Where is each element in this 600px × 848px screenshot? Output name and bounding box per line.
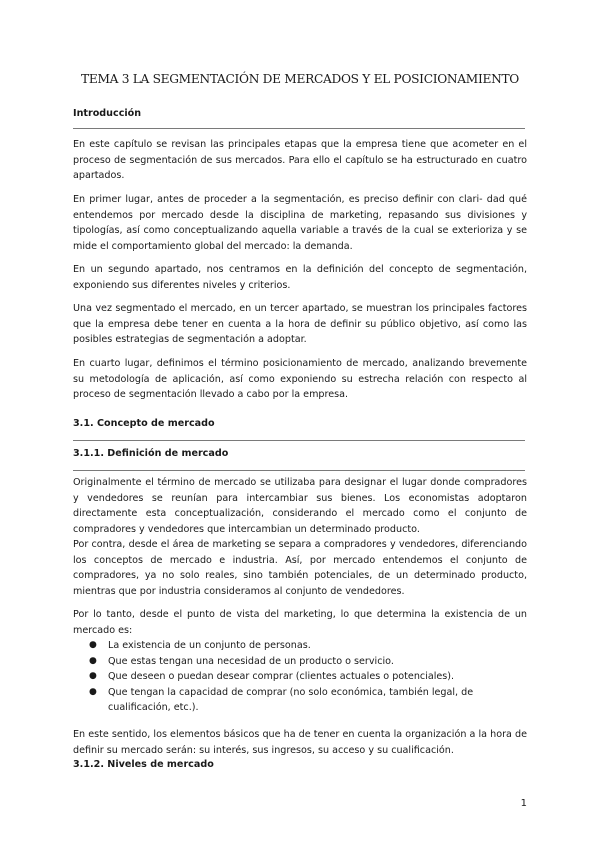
definition-closing-paragraph: En este sentido, los elementos básicos que ha de tener en cuenta la organización a la hora de definir su mercado serán: su interés, sus ingresos, su acceso y su cualificación. [73, 729, 527, 756]
list-item-text: Que deseen o puedan desear comprar (clientes actuales o potenciales). [108, 671, 455, 682]
bullet-icon: ● [89, 686, 97, 697]
definition-paragraph-3: Por lo tanto, desde el punto de vista del marketing, lo que determina la existencia de un mercado es: [73, 609, 527, 636]
section-3-1-1-divider [73, 470, 525, 471]
intro-paragraph-3: En un segundo apartado, nos centramos en la definición del concepto de segmentación, exponiendo sus diferentes niveles y criterios. [73, 264, 527, 291]
market-requirements-list [73, 638, 527, 716]
list-item-text: Que estas tengan una necesidad de un producto o servicio. [108, 655, 394, 667]
definition-paragraph-2: Por contra, desde el área de marketing se separa a compradores y vendedores, diferenciando los conceptos de mercado e industria. Así, por mercado entendemos el conjunto de compradores, ya no solo reales, sino también potenciales, de un determinado producto, mientras que por industria consideramos al conjunto de vendedores. [73, 539, 527, 597]
intro-heading: Introducción [73, 108, 142, 119]
definition-paragraph-1: Originalmente el término de mercado se utilizaba para designar el lugar donde compradores y vendedores se reunían para intercambiar sus bienes. Los economistas adoptaron directamente esta conceptualización, considerando el mercado como el conjunto de compradores y vendedores que intercambian un determinado producto. [73, 477, 527, 535]
bullet-icon: ● [89, 655, 97, 666]
document-title: TEMA 3 LA SEGMENTACIÓN DE MERCADOS Y EL POSICIONAMIENTO [81, 72, 519, 86]
section-3-1-1-heading: 3.1.1. Definición de mercado [73, 448, 229, 459]
intro-paragraph-1: En este capítulo se revisan las principales etapas que la empresa tiene que acometer en el proceso de segmentación de sus mercados. Para ello el capítulo se ha estructurado en cuatro apartados. [73, 139, 527, 181]
list-item-text: La existencia de un conjunto de personas. [108, 640, 311, 651]
bullet-icon: ● [89, 640, 97, 650]
intro-paragraph-2: En primer lugar, antes de proceder a la segmentación, es preciso definir con clari- dad qué entendemos por mercado desde la disciplina de marketing, repasando sus divisiones y tipologías, así como conceptualizando aquella variable a través de la cual se exterioriza y se mide el comportamiento global del mercado: la demanda. [73, 194, 527, 252]
intro-paragraph-5: En cuarto lugar, definimos el término posicionamiento de mercado, analizando brevemente su metodología de aplicación, así como exponiendo su estrecha relación con respecto al proceso de segmentación llevado a cabo por la empresa. [73, 358, 527, 400]
section-3-1-divider [73, 440, 525, 441]
list-item [73, 669, 527, 685]
list-item [73, 685, 527, 716]
section-3-1-2-heading: 3.1.2. Niveles de mercado [73, 759, 214, 770]
list-item [73, 654, 527, 670]
page-number: 1 [520, 798, 527, 809]
intro-paragraph-4: Una vez segmentado el mercado, en un tercer apartado, se muestran los principales factores que la empresa debe tener en cuenta a la hora de definir su público objetivo, así como las posibles estrategias de segmentación a adoptar. [73, 303, 527, 345]
list-item [73, 638, 527, 654]
list-item-text: Que tengan la capacidad de comprar (no solo económica, también legal, de cualificación, etc.). [108, 686, 474, 713]
bullet-icon: ● [89, 671, 97, 681]
intro-divider [73, 128, 525, 129]
section-3-1-heading: 3.1. Concepto de mercado [73, 418, 215, 429]
